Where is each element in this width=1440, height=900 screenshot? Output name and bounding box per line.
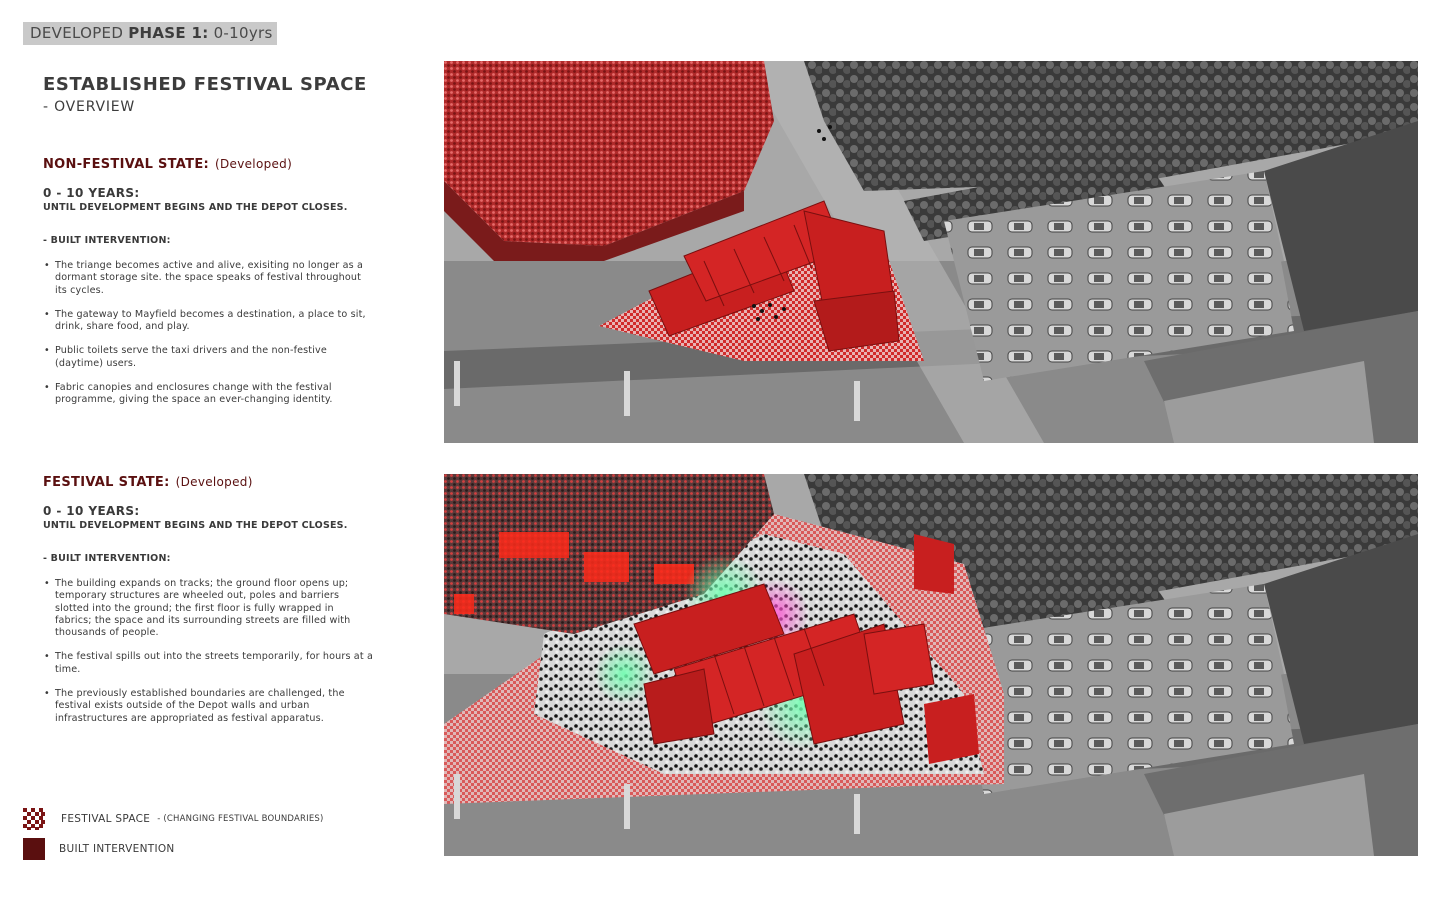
page-subtitle: - OVERVIEW [43, 99, 136, 115]
phase-tag [23, 22, 277, 45]
bullet-item: • The festival spills out into the streets temporarily, for hours at a time. [43, 651, 373, 676]
non-festival-heading [43, 157, 373, 172]
festival-bullet-list [43, 578, 373, 725]
bullet-item: • Fabric canopies and enclosures change with the festival programme, giving the space an ever-changing identity. [43, 382, 373, 407]
non-festival-state-label: NON-FESTIVAL STATE: [43, 157, 210, 172]
phase-tag-prefix: DEVELOPED [30, 24, 129, 42]
legend-built-intervention-label: BUILT INTERVENTION [59, 843, 175, 855]
non-festival-developed-label: (Developed) [215, 157, 293, 171]
festival-developed-label: (Developed) [175, 475, 253, 489]
phase-tag-range: 0-10yrs [208, 24, 273, 42]
legend-festival-space-note: - (CHANGING FESTIVAL BOUNDARIES) [157, 814, 324, 824]
phase-tag-phase: PHASE 1: [128, 24, 209, 42]
non-festival-years: 0 - 10 YEARS: [43, 186, 140, 200]
non-festival-bullet-list [43, 260, 373, 407]
page-title: ESTABLISHED FESTIVAL SPACE [43, 74, 367, 95]
bullet-item: • Public toilets serve the taxi drivers and the non-festive (daytime) users. [43, 345, 373, 370]
legend-built-intervention [23, 838, 175, 860]
legend-festival-space-label: FESTIVAL SPACE [61, 813, 151, 825]
solid-swatch-icon [23, 838, 45, 860]
bullet-item: • The previously established boundaries are challenged, the festival exists outside of the Depot walls and urban infrastructures are appropriated as festival apparatus. [43, 688, 373, 725]
bullet-item: • The building expands on tracks; the ground floor opens up; temporary structures are wheeled out, poles and barriers slotted into the ground; the first floor is fully wrapped in fabrics; the space and its surrounding streets are filled with thousands of people. [43, 578, 373, 639]
festival-heading [43, 475, 373, 490]
festival-section [43, 475, 373, 737]
festival-built-heading: - BUILT INTERVENTION: [43, 553, 171, 564]
checker-swatch-icon [23, 808, 45, 830]
legend-festival-space [23, 808, 324, 830]
bullet-item: • The gateway to Mayfield becomes a destination, a place to sit, drink, share food, and play. [43, 309, 373, 334]
non-festival-section [43, 157, 373, 419]
non-festival-until: UNTIL DEVELOPMENT BEGINS AND THE DEPOT CLOSES. [43, 202, 348, 213]
festival-years: 0 - 10 YEARS: [43, 504, 140, 518]
aerial-image-non-festival [444, 61, 1418, 443]
aerial-image-festival [444, 474, 1418, 856]
festival-state-label: FESTIVAL STATE: [43, 475, 170, 490]
non-festival-built-heading: - BUILT INTERVENTION: [43, 235, 171, 246]
bullet-item: • The triange becomes active and alive, exisiting no longer as a dormant storage site. the space speaks of festival throughout its cycles. [43, 260, 373, 297]
festival-until: UNTIL DEVELOPMENT BEGINS AND THE DEPOT CLOSES. [43, 520, 348, 531]
